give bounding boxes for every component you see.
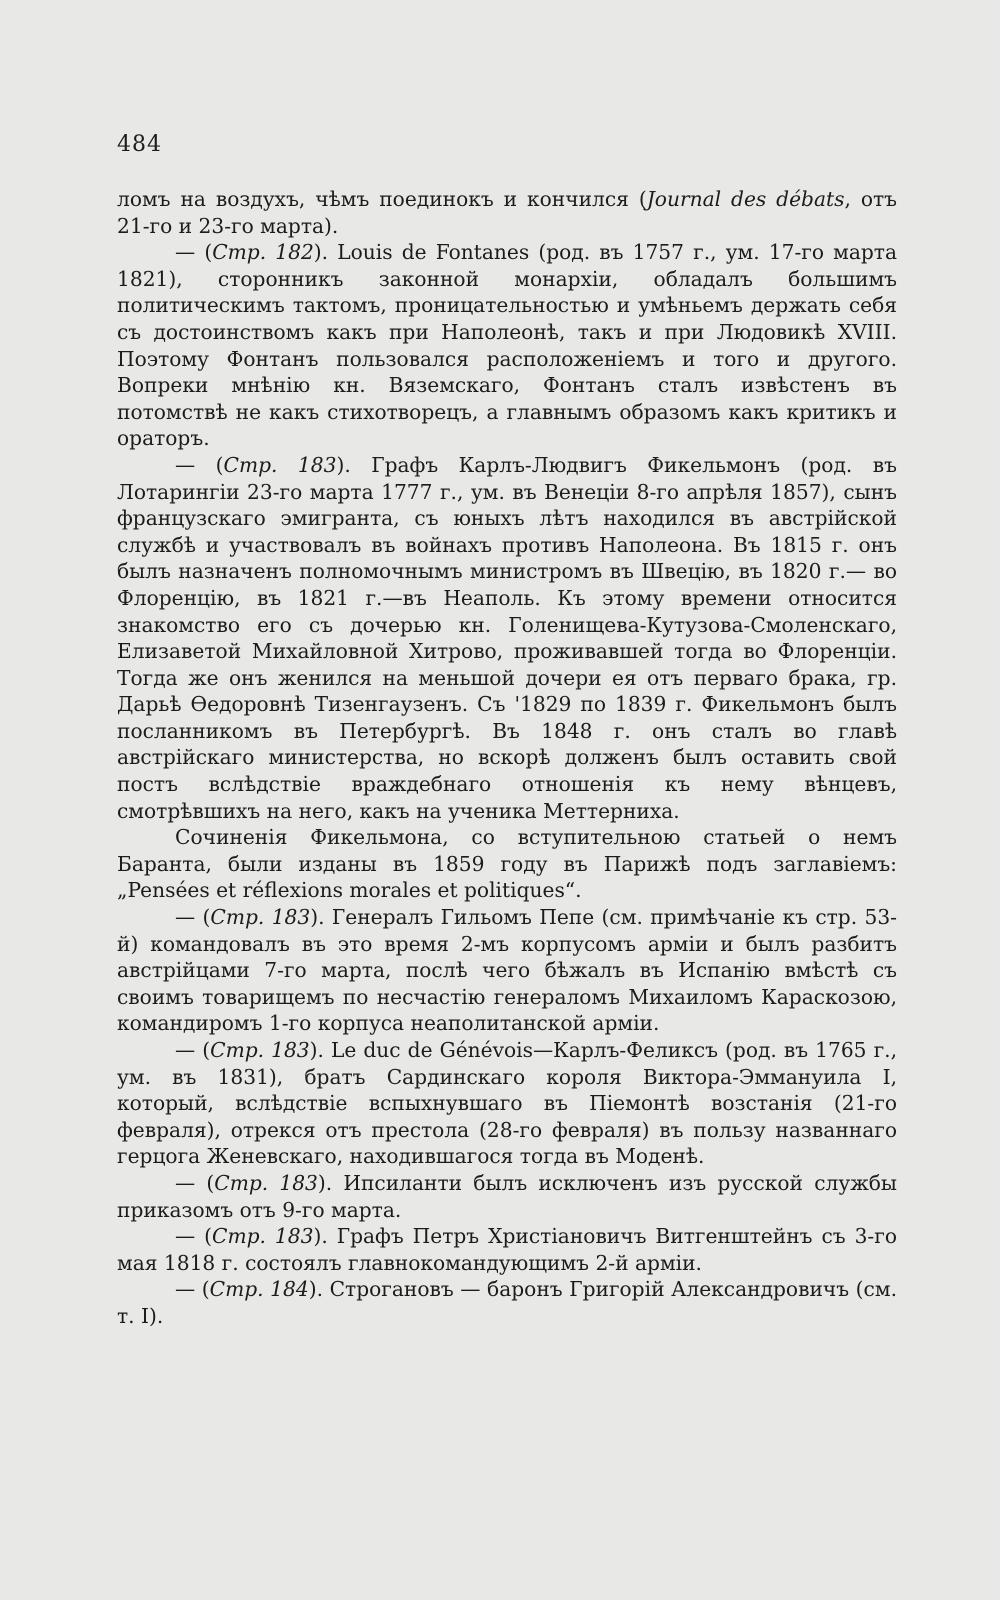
note-fontanes [117, 239, 897, 452]
note-text: ). Louis de Fontanes (род. въ 1757 г., ум. 17-го марта 1821), сторонникъ законной монархіи, обладалъ большимъ политическимъ тактомъ, проницательностью и умѣньемъ держать себя съ достоинствомъ какъ при Наполеонѣ, такъ и при Людовикѣ XVIII. Поэтому Фонтанъ пользовался расположеніемъ и того и другого. Вопреки мнѣнію кн. Вяземскаго, Фонтанъ сталъ извѣстенъ въ потомствѣ не какъ стихотворецъ, а главнымъ образомъ какъ критикъ и ораторъ. [117, 240, 898, 451]
note-ficquelmont [117, 452, 897, 824]
page-reference: Стр. 183 [212, 1224, 314, 1249]
page-reference: Стр. 183 [214, 1170, 318, 1195]
note-genevois [117, 1037, 897, 1170]
note-pepe [117, 904, 897, 1037]
note-dash: — ( [175, 905, 211, 930]
note-dash: — ( [175, 1038, 211, 1062]
note-text: ). Графъ Петръ Христіановичъ Витгенштейнъ съ 3-го мая 1818 г. состоялъ главнокомандующимъ 2-й арміи. [117, 1224, 897, 1275]
note-wittgenstein [117, 1223, 897, 1276]
note-text: ). Строгановъ — баронъ Григорій Александровичъ (см. т. I). [117, 1277, 897, 1328]
note-text: ). Графъ Карлъ-Людвигъ Фикельмонъ (род. въ Лотарингіи 23-го марта 1777 г., ум. въ Венеціи 8-го апрѣля 1857), сынъ французскаго эмигранта, съ юныхъ лѣтъ находился въ австрійской службѣ и участвовалъ въ войнахъ противъ Наполеона. Въ 1815 г. онъ былъ назначенъ полномочнымъ министромъ въ Швецію, въ 1820 г.— во Флоренцію, въ 1821 г.—въ Неаполь. Къ этому времени относится знакомство его съ дочерью кн. Голенищева-Кутузова-Смоленскаго, Елизаветой Михайловной Хитрово, проживавшей тогда во Флоренціи. Тогда же онъ женился на меньшой дочери ея отъ перваго брака, гр. Дарьѣ Ѳедоровнѣ Тизенгаузенъ. Съ '1829 по 1839 г. Фикельмонъ былъ посланникомъ въ Петербургѣ. Въ 1848 г. онъ сталъ во главѣ австрійскаго министерства, но вскорѣ долженъ былъ оставить свой постъ вслѣдствіе враждебнаго отношенія къ нему вѣнцевъ, смотрѣвшихъ на него, какъ на ученика Меттерниха. [117, 452, 897, 823]
page-number: 484 [117, 132, 162, 157]
page-reference: Стр. 184 [209, 1277, 309, 1302]
note-ficquelmont-works [117, 824, 897, 904]
journal-title: Journal des débats [646, 187, 845, 211]
note-text: ). Ипсиланти былъ исключенъ изъ русской службы приказомъ отъ 9-го марта. [117, 1170, 897, 1222]
note-dash: — ( [175, 1277, 210, 1302]
page-reference: Стр. 183 [210, 1038, 310, 1062]
note-text: Сочиненія Фикельмона, со вступительною статьей о немъ Баранта, были изданы въ 1859 году въ Парижѣ подъ заглавіемъ: „Pensées et réflexions morales et politiques“. [117, 825, 897, 903]
note-dash: — ( [175, 1224, 213, 1249]
page-reference: Стр. 182 [212, 240, 314, 265]
note-dash: — ( [175, 240, 213, 265]
note-stroganov [117, 1276, 897, 1329]
note-ypsilanti [117, 1170, 897, 1223]
page-reference: Стр. 183 [210, 905, 311, 930]
note-text: ). Генералъ Гильомъ Пепе (см. примѣчаніе къ стр. 53-й) командовалъ въ это время 2-мъ корпусомъ арміи и былъ разбитъ австрійцами 7-го марта, послѣ чего бѣжалъ въ Испанію вмѣстѣ съ своимъ товарищемъ по несчастію генераломъ Михаиломъ Караскозою, командиромъ 1-го корпуса неаполитанской арміи. [117, 905, 897, 1036]
note-dash: — ( [175, 452, 224, 477]
page-reference: Стр. 183 [223, 452, 337, 477]
paragraph-text: , отъ 21-го и 23-го марта). [117, 187, 897, 238]
paragraph-lead: ломъ на воздухъ, чѣмъ поединокъ и кончился ( [117, 187, 647, 211]
note-text: ). Le duc de Génévois—Карлъ-Феликсъ (род. въ 1765 г., ум. въ 1831), братъ Сардинскаго короля Виктора-Эммануила I, который, вслѣдствіе вспыхнувшаго въ Піемонтѣ возстанія (21-го февраля), отрекся отъ престола (28-го февраля) въ пользу названнаго герцога Женевскаго, находившагося тогда въ Моденѣ. [117, 1038, 897, 1169]
note-dash: — ( [175, 1170, 215, 1195]
paragraph-continuation [117, 186, 897, 239]
page-body [117, 186, 897, 1330]
